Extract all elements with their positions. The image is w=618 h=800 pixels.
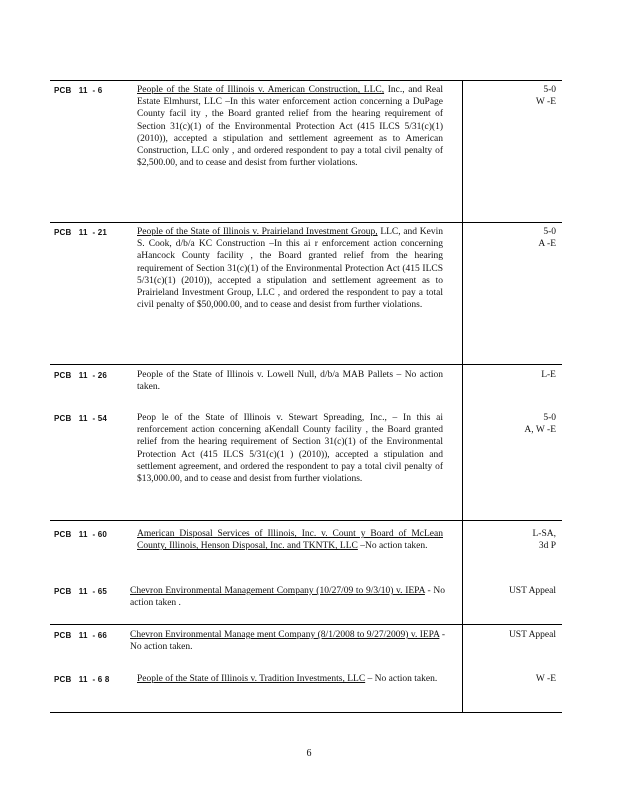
case-summary: Inc., and Real Estate Elmhurst, LLC –In this water enforcement action concerning a DuPage County facil ity , the Board granted relief from the hearing requirement of Section 31(c)(1) of the Environmental Protection Act (415 ILCS 5/31(c)(1) (2010)), accepted a stipulation and settlement agreement as to American Construction, LLC only , and ordered respondent to pay a total civil penalty of $2,500.00, and to cease and desist from further violations. bbox=[137, 85, 443, 169]
case-description bbox=[137, 673, 443, 685]
table-rule bbox=[50, 364, 562, 365]
case-number: PCB 11 - 66 bbox=[54, 631, 108, 640]
vote-detail: A, W -E bbox=[524, 425, 556, 436]
table-rule bbox=[50, 520, 562, 521]
vote-count: L-E bbox=[541, 370, 556, 380]
vote-result bbox=[466, 673, 556, 685]
page-number: 6 bbox=[306, 748, 312, 759]
table-rule bbox=[50, 222, 562, 223]
case-title: People of the State of Illinois v. Prairieland Investment Group, bbox=[137, 227, 378, 237]
case-description bbox=[137, 226, 443, 311]
case-summary: - No action taken. bbox=[130, 630, 445, 653]
vote-count: 5-0 bbox=[543, 413, 556, 423]
case-description bbox=[137, 412, 443, 485]
case-summary: LLC, and Kevin S. Cook, d/b/a KC Construction –In this ai r enforcement action concerning aHancock County facility , the Board granted relief from the hearing requirement of Section 31(c)(1) of the Environmental Protection Act (415 ILCS 5/31(c)(1) (2010)), accepted a stipulation and settlement agreement as to Prairieland Investment Group, LLC , and ordered the respondent to pay a total civil penalty of $50,000.00, and to cease and desist from further violations. bbox=[137, 227, 443, 311]
case-description bbox=[137, 369, 443, 393]
column-rule bbox=[462, 80, 463, 713]
case-description bbox=[137, 528, 443, 552]
case-number: PCB 11 - 26 bbox=[54, 371, 108, 380]
table-rule bbox=[50, 712, 562, 713]
table-rule bbox=[50, 624, 562, 625]
vote-result bbox=[466, 412, 556, 436]
vote-count: 5-0 bbox=[543, 85, 556, 95]
case-summary: –No action taken. bbox=[357, 541, 428, 552]
case-description bbox=[137, 84, 443, 169]
vote-detail: W -E bbox=[535, 97, 556, 108]
case-number: PCB 11 - 54 bbox=[54, 414, 108, 423]
case-title: People of the State of Illinois v. Tradition Investments, LLC bbox=[137, 674, 366, 684]
vote-count: 5-0 bbox=[543, 227, 556, 237]
case-title: Chevron Environmental Management Company (10/27/09 to 9/3/10) v. IEPA bbox=[130, 586, 425, 596]
case-description bbox=[130, 629, 445, 653]
case-title: Chevron Environmental Manage ment Company (8/1/2008 to 9/27/2009) v. IEPA bbox=[130, 630, 440, 640]
vote-result bbox=[466, 369, 556, 381]
case-number: PCB 11 - 21 bbox=[54, 228, 108, 237]
vote-result bbox=[466, 226, 556, 250]
case-summary: Peop le of the State of Illinois v. Stewart Spreading, Inc., – In this ai renforcement action concerning aKendall County facility , the Board granted relief from the hearing requirement of Section 31(c)(1) of the Environmental Protection Act (415 ILCS 5/31(c)(1 ) (2010)), accepted a stipulation and settlement agreement, and ordered the respondent to pay a total civil penalty of $13,000.00, and to cease and desist from further violations. bbox=[137, 413, 443, 485]
case-number: PCB 11 - 60 bbox=[54, 530, 108, 539]
case-summary: People of the State of Illinois v. Lowell Null, d/b/a MAB Pallets – No action taken. bbox=[137, 370, 443, 393]
vote-count: L-SA, bbox=[532, 529, 556, 539]
case-number: PCB 11 - 6 bbox=[54, 86, 103, 95]
case-title: American Disposal Services of Illinois, Inc. v. Count y Board of McLean County, Illinois, Henson Disposal, Inc. and TKNTK, LLC bbox=[137, 529, 443, 552]
case-title: People of the State of Illinois v. American Construction, LLC, bbox=[137, 85, 385, 95]
vote-result bbox=[466, 84, 556, 108]
case-summary: – No action taken. bbox=[365, 674, 438, 684]
table-rule bbox=[50, 80, 562, 81]
vote-count: UST Appeal bbox=[508, 630, 556, 640]
case-number: PCB 11 - 65 bbox=[54, 587, 108, 596]
vote-result bbox=[466, 528, 556, 552]
vote-detail: 3d P bbox=[538, 541, 556, 552]
vote-result bbox=[466, 585, 556, 597]
case-description bbox=[130, 585, 445, 609]
vote-detail: A -E bbox=[538, 239, 556, 250]
case-summary: - No action taken . bbox=[130, 586, 445, 609]
vote-result bbox=[466, 629, 556, 641]
vote-count: W -E bbox=[535, 674, 556, 684]
case-number: PCB 11 - 6 8 bbox=[54, 675, 110, 684]
vote-count: UST Appeal bbox=[508, 586, 556, 596]
